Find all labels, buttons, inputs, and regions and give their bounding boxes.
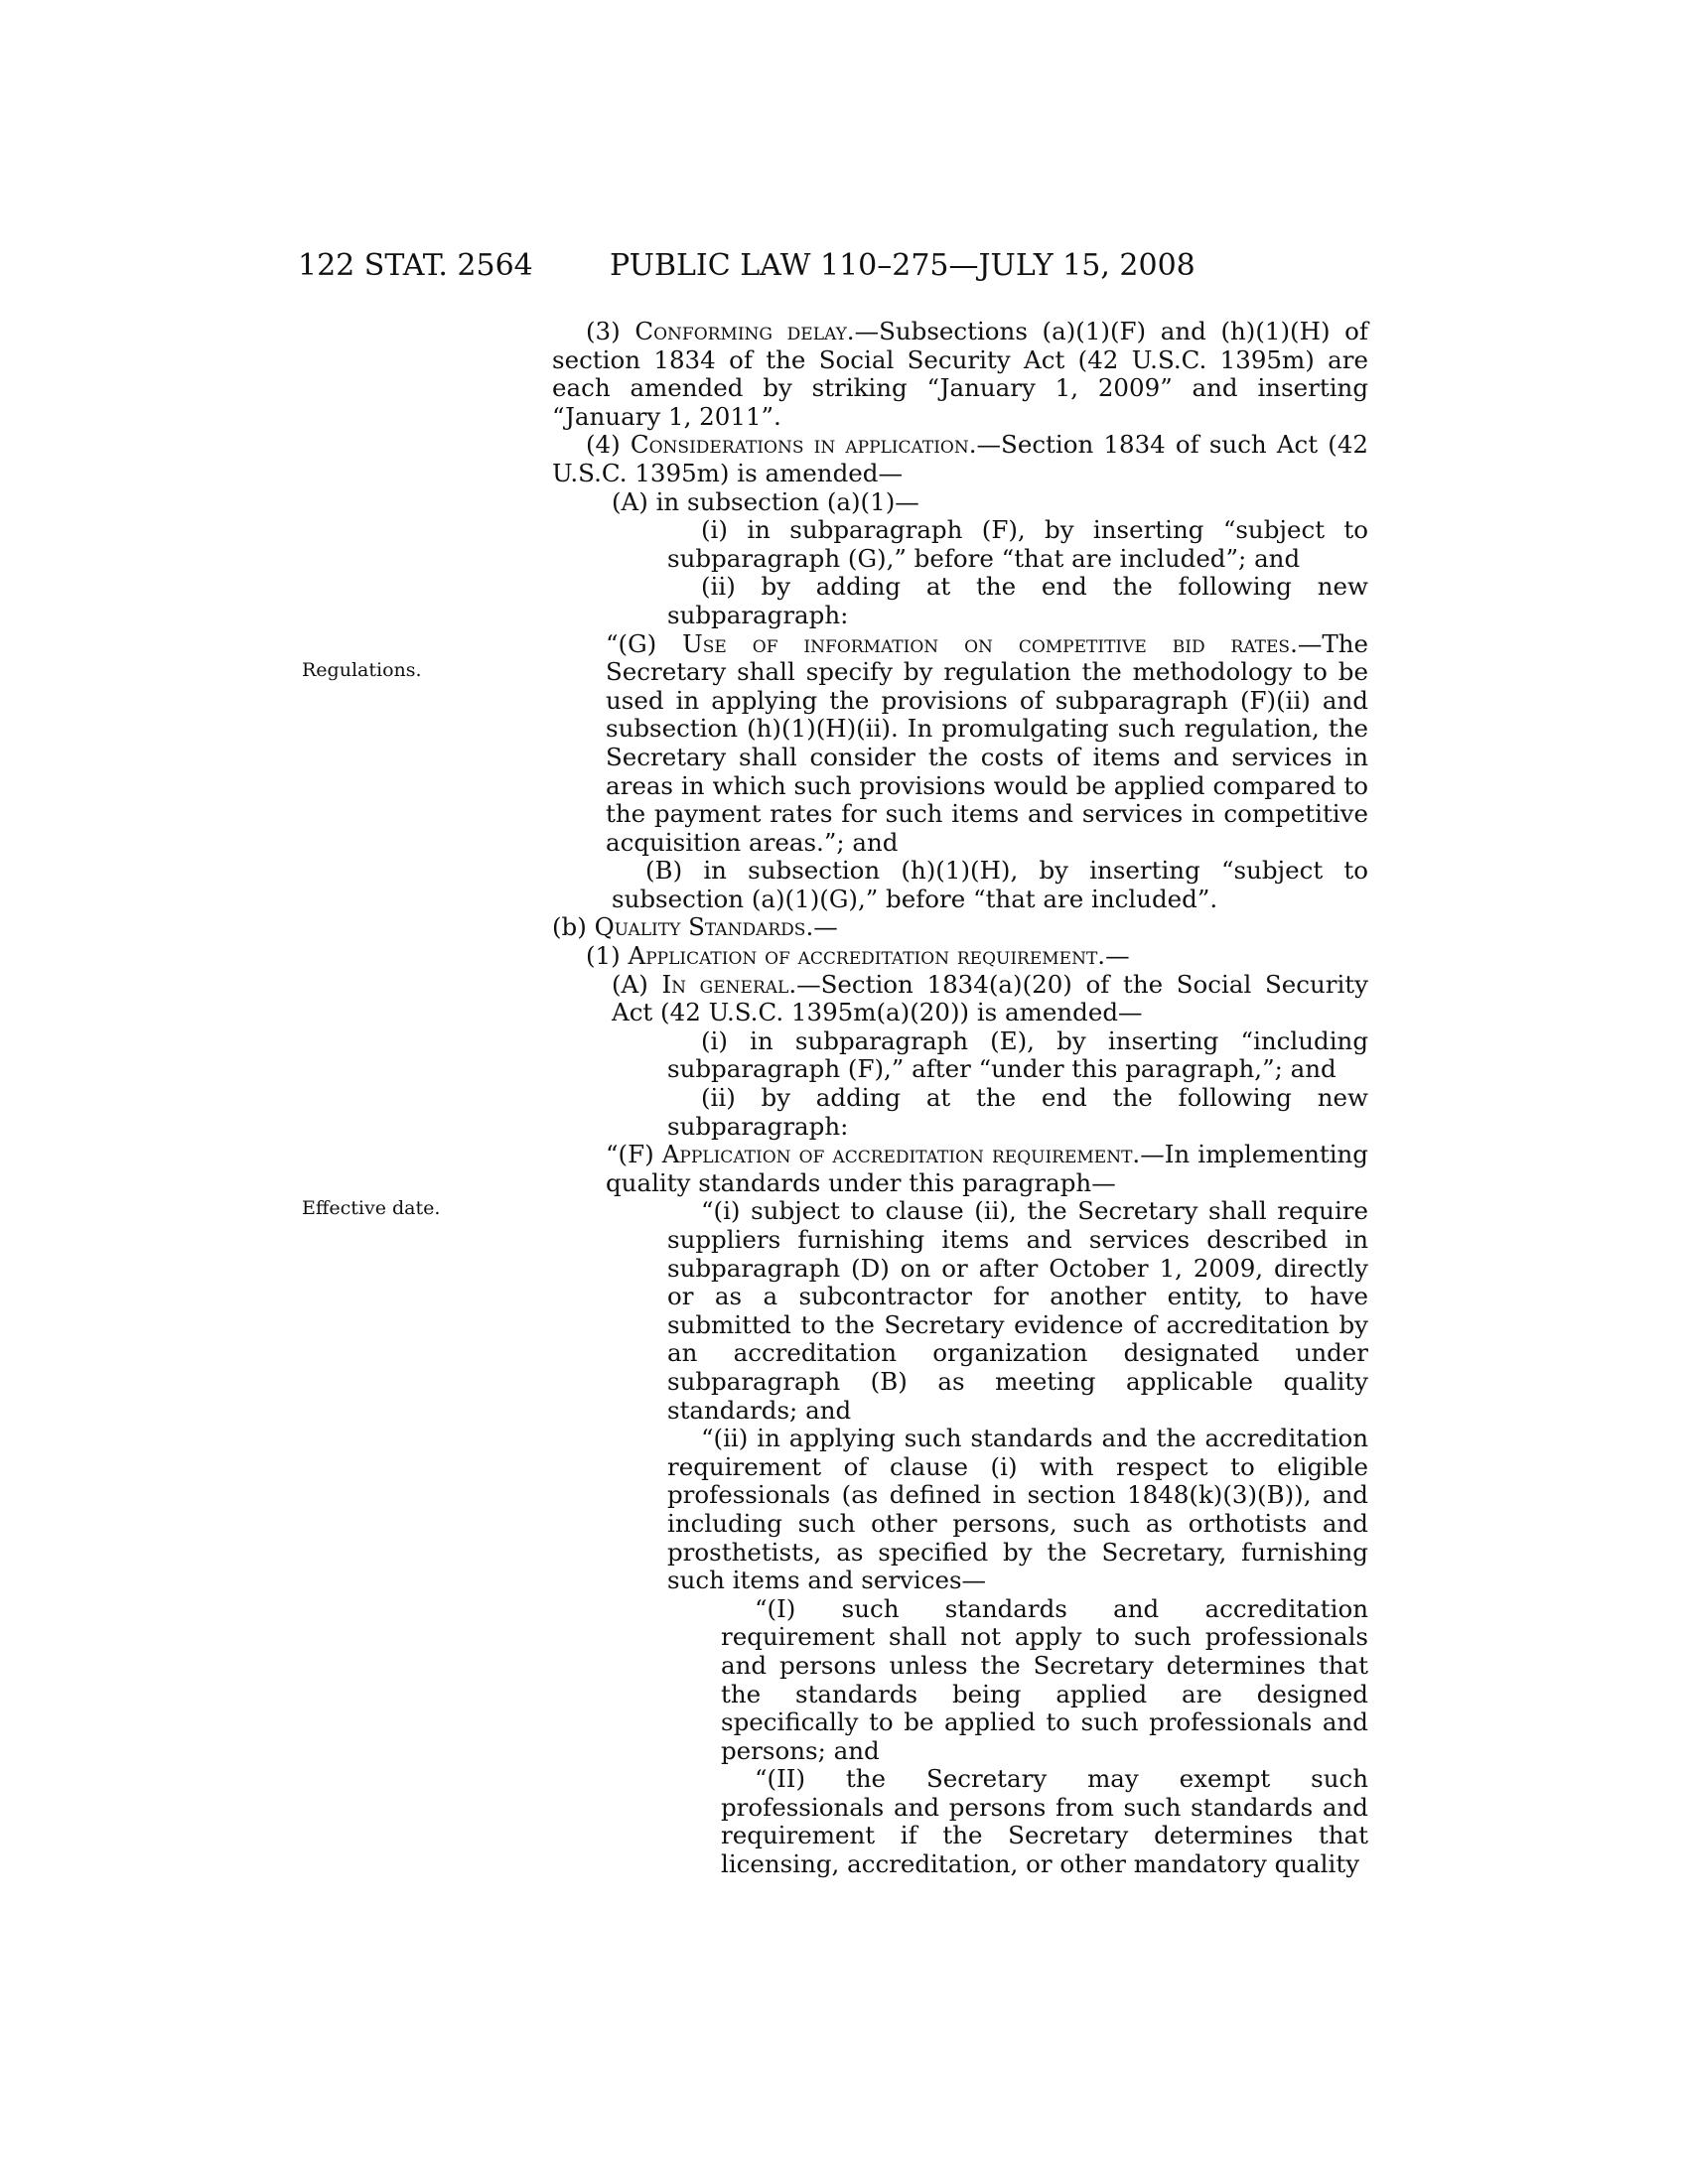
subparagraph-b1: (B) in subsection (h)(1)(H), by inserting “subject to subsection (a)(1)(G),” before “that are included”. [612,856,1368,913]
subclause-f-ii-II: “(II) the Secretary may exempt such professionals and persons from such standards and requirement if the Secretary determines that licensing, accreditation, or other mandatory quality [721,1764,1368,1879]
paragraph-3: (3) Conforming delay.—Subsections (a)(1)(F) and (h)(1)(H) of section 1834 of the Social Security Act (42 U.S.C. 1395m) are each amended by striking “January 1, 2009” and inserting “January 1, 2011”. [552,317,1368,431]
margin-note-effective-date: Effective date. [302,1197,441,1219]
clause-ii1: (ii) by adding at the end the following new subparagraph: [667,572,1368,629]
clause-i2: (i) in subparagraph (E), by inserting “including subparagraph (F),” after “under this paragraph,”; and [667,1025,1368,1084]
clause-f-i: “(i) subject to clause (ii), the Secretary shall require suppliers furnishing items and services described in subparagraph (D) on or after October 1, 2009, directly or as a subcontractor for another entity, to have submitted to the Secretary evidence of accreditation by an accreditation organization designated under subparagraph (B) as meeting applicable quality standards; and [667,1196,1368,1425]
subparagraph-a2: (A) In general.—Section 1834(a)(20) of the Social Security Act (42 U.S.C. 1395m(a)(20)) is amended— [612,969,1368,1027]
subclause-f-ii-I: “(I) such standards and accreditation requirement shall not apply to such professionals and persons unless the Secretary determines that the standards being applied are designed specifically to be applied to such professionals and persons; and [721,1593,1368,1765]
subparagraph-a1: (A) in subsection (a)(1)— [612,486,919,516]
page-title: PUBLIC LAW 110–275—JULY 15, 2008 [610,248,1196,283]
clause-f-ii: “(ii) in applying such standards and the accreditation requirement of clause (i) with respect to eligible professionals (as defined in section 1848(k)(3)(B)), and including such other persons, such as orthotists and prosthetists, as specified by the Secretary, furnishing such items and services— [667,1424,1368,1595]
subparagraph-g: “(G) Use of information on competitive bid rates.—The Secretary shall specify by regulation the methodology to be used in applying the provisions of subparagraph (F)(ii) and subsection (h)(1)(H)(ii). In promulgating such regulation, the Secretary shall consider the costs of items and services in areas in which such provisions would be applied compared to the payment rates for such items and services in competitive acquisition areas.”; and [606,628,1368,857]
margin-note-regulations: Regulations. [302,659,422,681]
clause-i1: (i) in subparagraph (F), by inserting “subject to subparagraph (G),” before “that are included”; and [667,515,1368,573]
subsection-b: (b) Quality Standards.— [552,912,838,942]
clause-ii2: (ii) by adding at the end the following new subparagraph: [667,1083,1368,1141]
statute-body [552,318,1368,1879]
paragraph-4: (4) Considerations in application.—Section 1834 of such Act (42 U.S.C. 1395m) is amended— [552,430,1368,487]
paragraph-1: (1) Application of accreditation requirement.— [586,941,1130,971]
subparagraph-f: “(F) Application of accreditation requirement.—In implementing quality standards under this paragraph— [606,1140,1368,1197]
stat-citation: 122 STAT. 2564 [298,248,533,283]
